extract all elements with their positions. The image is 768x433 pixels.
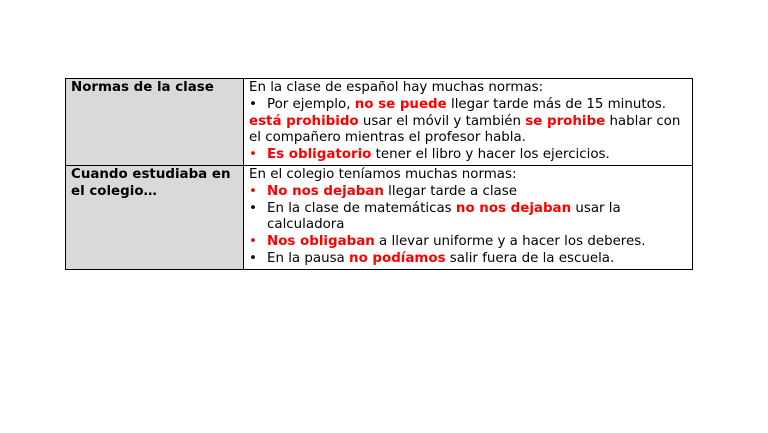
row-label: Cuando estudiaba en el colegio…: [71, 166, 231, 199]
bullet-icon: •: [249, 183, 257, 199]
bullet-icon: •: [249, 234, 257, 250]
paragraph: [249, 114, 688, 148]
highlighted-rule: Es obligatorio: [267, 147, 372, 163]
intro-text: En el colegio teníamos muchas normas:: [249, 166, 517, 182]
paragraph-text: usar el móvil y también: [358, 113, 526, 129]
bullet-item: [249, 251, 688, 268]
row-content-cell: [244, 165, 693, 269]
highlighted-rule: Nos obligaban: [267, 234, 375, 250]
bullet-text: En la clase de matemáticas: [267, 200, 456, 216]
table-row: [66, 165, 693, 269]
bullet-icon: •: [249, 200, 257, 216]
bullet-text: En la pausa: [267, 250, 350, 266]
highlighted-rule: no se puede: [354, 96, 447, 112]
bullet-text: Por ejemplo,: [267, 96, 355, 112]
bullet-icon: •: [249, 96, 257, 112]
highlighted-rule: No nos dejaban: [267, 183, 384, 199]
bullet-item: [249, 184, 688, 201]
row-label-cell: [66, 165, 244, 269]
bullet-item: [249, 97, 688, 114]
row-label-cell: [66, 79, 244, 166]
highlighted-rule: está prohibido: [249, 113, 359, 129]
bullet-item: [249, 147, 688, 164]
bullet-text: salir fuera de la escuela.: [445, 250, 615, 266]
bullet-item: [249, 201, 688, 235]
row-label: Normas de la clase: [71, 80, 214, 95]
intro-text: En la clase de español hay muchas normas:: [249, 80, 544, 95]
paragraph-text: hablar con el compañero mientras el profesor habla.: [249, 113, 681, 146]
highlighted-rule: no podíamos: [349, 250, 446, 266]
highlighted-rule: no nos dejaban: [455, 200, 572, 216]
bullet-text: usar la calculadora: [267, 200, 621, 233]
bullet-icon: •: [249, 147, 257, 163]
bullet-text: tener el libro y hacer los ejercicios.: [371, 147, 610, 163]
bullet-text: llegar tarde a clase: [383, 183, 517, 199]
rules-table: [65, 78, 693, 270]
bullet-item: [249, 234, 688, 251]
bullet-text: a llevar uniforme y a hacer los deberes.: [374, 234, 646, 250]
bullet-icon: •: [249, 250, 257, 266]
highlighted-rule: se prohibe: [525, 113, 606, 129]
table-row: [66, 79, 693, 166]
bullet-text: llegar tarde más de 15 minutos.: [446, 96, 667, 112]
row-content-cell: [244, 79, 693, 166]
